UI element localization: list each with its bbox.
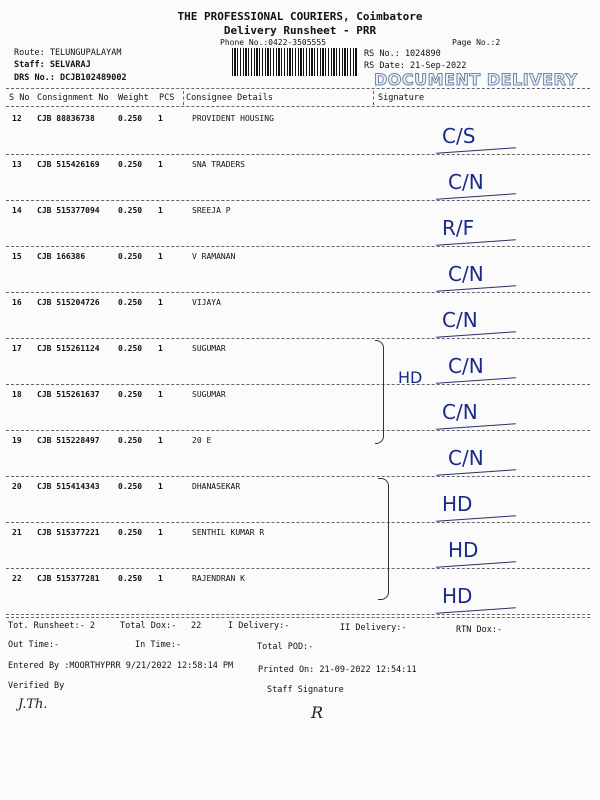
col-signature: Signature bbox=[378, 93, 425, 103]
row-weight: 0.250 bbox=[118, 206, 143, 215]
i-delivery: I Delivery:- bbox=[228, 621, 290, 631]
row-pcs: 1 bbox=[158, 114, 163, 123]
bracket-20-22 bbox=[378, 478, 389, 600]
signature-stroke bbox=[436, 469, 516, 476]
col-sno: S No bbox=[9, 93, 30, 103]
row-pcs: 1 bbox=[158, 574, 163, 583]
signature-stroke bbox=[436, 193, 516, 200]
row-sno: 22 bbox=[12, 574, 22, 583]
row-signature-mark: C/N bbox=[448, 354, 484, 378]
signature-stroke bbox=[436, 331, 516, 338]
row-weight: 0.250 bbox=[118, 574, 143, 583]
total-pod: Total POD:- bbox=[257, 642, 314, 652]
staff-initial: R bbox=[311, 703, 324, 722]
route-label: Route: TELUNGUPALAYAM bbox=[14, 48, 122, 58]
staff-signature-label: Staff Signature bbox=[267, 685, 344, 695]
row-pcs: 1 bbox=[158, 252, 163, 261]
row-pcs: 1 bbox=[158, 344, 163, 353]
row-pcs: 1 bbox=[158, 528, 163, 537]
row-consignee: RAJENDRAN K bbox=[192, 574, 245, 583]
row-weight: 0.250 bbox=[118, 390, 143, 399]
row-consignee: SENTHIL KUMAR R bbox=[192, 528, 265, 537]
document-delivery-stamp: DOCUMENT DELIVERY bbox=[374, 70, 578, 89]
footer-divider bbox=[6, 617, 590, 618]
barcode bbox=[232, 48, 358, 76]
total-dox-label: Total Dox:- bbox=[120, 621, 177, 631]
row-pcs: 1 bbox=[158, 298, 163, 307]
in-time: In Time:- bbox=[135, 640, 182, 650]
row-weight: 0.250 bbox=[118, 436, 143, 445]
row-divider bbox=[6, 568, 590, 569]
printed-on: Printed On: 21-09-2022 12:54:11 bbox=[258, 665, 417, 675]
row-consignee: SUGUMAR bbox=[192, 390, 226, 399]
row-sno: 17 bbox=[12, 344, 22, 353]
row-divider bbox=[6, 246, 590, 247]
row-signature-mark: C/N bbox=[442, 400, 478, 424]
row-divider bbox=[6, 614, 590, 615]
row-pcs: 1 bbox=[158, 482, 163, 491]
row-consignment: CJB 515228497 bbox=[37, 436, 100, 445]
entered-by: Entered By :MOORTHYPRR 9/21/2022 12:58:14 PM bbox=[8, 661, 234, 671]
row-signature-mark: HD bbox=[442, 584, 473, 608]
col-consignee: Consignee Details bbox=[186, 93, 273, 103]
col-separator bbox=[183, 91, 184, 105]
signature-stroke bbox=[436, 515, 516, 522]
drs-number: DRS No.: DCJB102489002 bbox=[14, 73, 127, 83]
row-consignment: CJB 515377281 bbox=[37, 574, 100, 583]
signature-stroke bbox=[436, 423, 516, 430]
row-signature-mark: C/N bbox=[448, 446, 484, 470]
signature-stroke bbox=[436, 607, 516, 614]
row-signature-mark: C/N bbox=[448, 170, 484, 194]
col-weight: Weight bbox=[118, 93, 149, 103]
row-consignment: CJB 515377221 bbox=[37, 528, 100, 537]
row-signature-mark: R/F bbox=[442, 216, 475, 240]
tot-runsheet: Tot. Runsheet:- 2 bbox=[8, 621, 95, 631]
row-divider bbox=[6, 200, 590, 201]
header-divider bbox=[6, 88, 590, 89]
ii-delivery: II Delivery:- bbox=[340, 623, 407, 633]
row-divider bbox=[6, 154, 590, 155]
row-sno: 15 bbox=[12, 252, 22, 261]
row-consignment: CJB 166386 bbox=[37, 252, 86, 261]
row-divider bbox=[6, 292, 590, 293]
page-number: Page No.:2 bbox=[452, 38, 501, 47]
row-sno: 18 bbox=[12, 390, 22, 399]
row-signature-mark: C/S bbox=[442, 124, 476, 148]
row-sno: 21 bbox=[12, 528, 22, 537]
row-consignment: CJB 515377094 bbox=[37, 206, 100, 215]
verifier-initials: J.Th. bbox=[18, 697, 48, 712]
row-weight: 0.250 bbox=[118, 298, 143, 307]
col-consignment: Consignment No bbox=[37, 93, 109, 103]
phone-number: Phone No.:0422-3505555 bbox=[220, 38, 326, 47]
row-consignment: CJB 515414343 bbox=[37, 482, 100, 491]
row-consignee: 20 E bbox=[192, 436, 212, 445]
row-divider bbox=[6, 338, 590, 339]
row-weight: 0.250 bbox=[118, 114, 143, 123]
column-divider bbox=[6, 106, 590, 107]
row-weight: 0.250 bbox=[118, 528, 143, 537]
row-signature-mark: HD bbox=[448, 538, 479, 562]
row-divider bbox=[6, 522, 590, 523]
row-sno: 20 bbox=[12, 482, 22, 491]
row-sno: 12 bbox=[12, 114, 22, 123]
document-title: Delivery Runsheet - PRR bbox=[223, 24, 377, 37]
row-weight: 0.250 bbox=[118, 160, 143, 169]
row-consignment: CJB 515261637 bbox=[37, 390, 100, 399]
row-signature-mark: C/N bbox=[448, 262, 484, 286]
row-pcs: 1 bbox=[158, 160, 163, 169]
row-consignee: SREEJA P bbox=[192, 206, 231, 215]
signature-stroke bbox=[436, 377, 516, 384]
staff-label: Staff: SELVARAJ bbox=[14, 60, 91, 70]
out-time: Out Time:- bbox=[8, 640, 60, 650]
row-consignment: CJB 88836738 bbox=[37, 114, 95, 123]
company-name: THE PROFESSIONAL COURIERS, Coimbatore bbox=[177, 10, 423, 23]
col-pcs: PCS bbox=[159, 93, 175, 103]
row-consignment: CJB 515426169 bbox=[37, 160, 100, 169]
row-weight: 0.250 bbox=[118, 252, 143, 261]
row-consignment: CJB 515261124 bbox=[37, 344, 100, 353]
row-consignee: VIJAYA bbox=[192, 298, 221, 307]
row-signature-mark: C/N bbox=[442, 308, 478, 332]
signature-stroke bbox=[436, 239, 516, 246]
brace-annotation: HD bbox=[398, 368, 423, 387]
row-consignee: V RAMANAN bbox=[192, 252, 236, 261]
signature-stroke bbox=[436, 285, 516, 292]
row-consignee: PROVIDENT HOUSING bbox=[192, 114, 274, 123]
row-divider bbox=[6, 430, 590, 431]
row-pcs: 1 bbox=[158, 390, 163, 399]
row-consignment: CJB 515204726 bbox=[37, 298, 100, 307]
row-divider bbox=[6, 384, 590, 385]
row-weight: 0.250 bbox=[118, 344, 143, 353]
rs-date: RS Date: 21-Sep-2022 bbox=[364, 61, 467, 71]
row-consignee: SNA TRADERS bbox=[192, 160, 245, 169]
row-weight: 0.250 bbox=[118, 482, 143, 491]
signature-stroke bbox=[436, 147, 516, 154]
row-sno: 14 bbox=[12, 206, 22, 215]
rtn-dox: RTN Dox:- bbox=[456, 625, 503, 635]
row-pcs: 1 bbox=[158, 206, 163, 215]
signature-stroke bbox=[436, 561, 516, 568]
row-sno: 16 bbox=[12, 298, 22, 307]
total-dox-value: 22 bbox=[191, 621, 202, 631]
col-separator bbox=[373, 91, 374, 105]
bracket-17-19 bbox=[375, 340, 384, 444]
row-sno: 19 bbox=[12, 436, 22, 445]
row-divider bbox=[6, 476, 590, 477]
row-sno: 13 bbox=[12, 160, 22, 169]
row-consignee: DHANASEKAR bbox=[192, 482, 241, 491]
row-consignee: SUGUMAR bbox=[192, 344, 226, 353]
row-signature-mark: HD bbox=[442, 492, 473, 516]
rs-number: RS No.: 1024890 bbox=[364, 49, 441, 59]
verified-by: Verified By bbox=[8, 681, 65, 691]
row-pcs: 1 bbox=[158, 436, 163, 445]
